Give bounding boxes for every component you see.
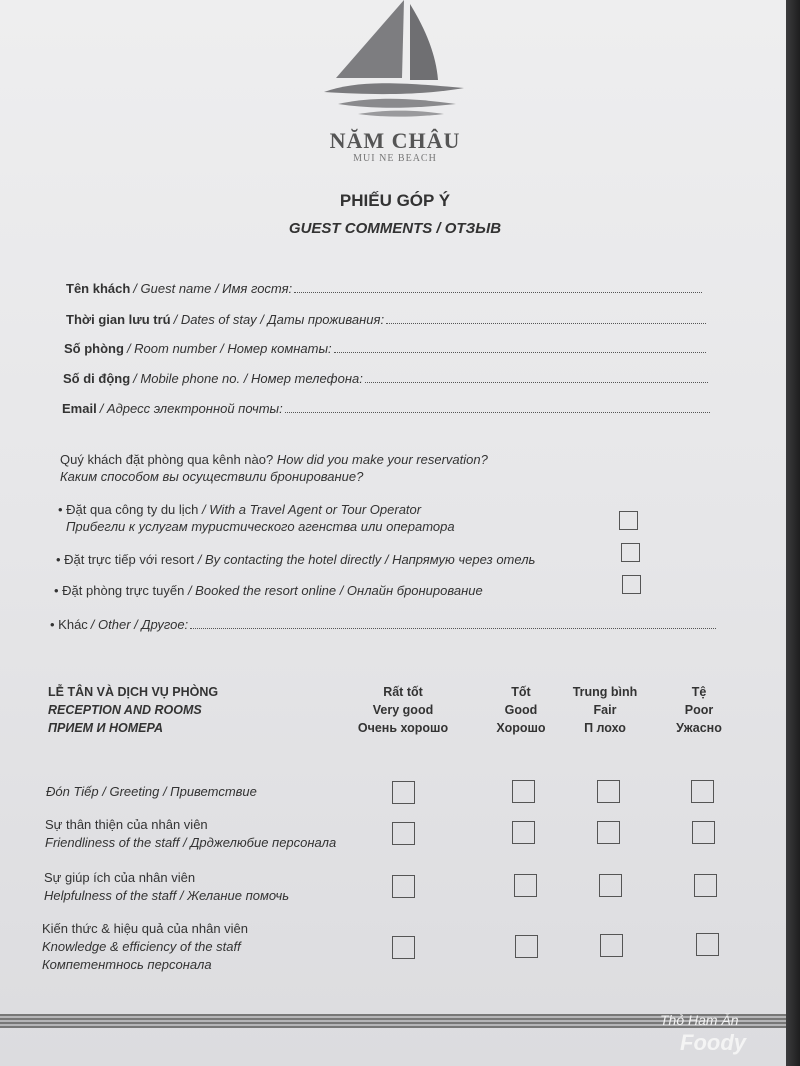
rating-label-vi: Rất tốt <box>383 685 423 699</box>
brand-subtitle: MUI NE BEACH <box>353 153 437 164</box>
field-label-vi: Thời gian lưu trú <box>66 312 171 327</box>
dates-input-line[interactable] <box>386 313 706 324</box>
option-travel-agent <box>58 502 421 517</box>
guest-name-input-line[interactable] <box>294 282 702 293</box>
knowledge-good-checkbox[interactable] <box>515 935 538 958</box>
option-label-vi: • Đặt trực tiếp với resort <box>56 552 195 567</box>
section-title-ru: ПРИЕМ И НОМЕРА <box>48 721 164 735</box>
other-input-line[interactable] <box>190 618 716 629</box>
rating-label-en: Poor <box>684 703 714 717</box>
option-label: / With a Travel Agent or Tour Operator <box>202 502 422 517</box>
option-other[interactable] <box>50 617 716 632</box>
online-booking-checkbox[interactable] <box>622 575 641 594</box>
helpfulness-good-checkbox[interactable] <box>514 874 537 897</box>
form-title: PHIẾU GÓP Ý <box>339 191 451 210</box>
rating-label-en: Very good <box>372 703 434 717</box>
section-title <box>48 683 218 737</box>
rating-label-en: Good <box>504 703 538 717</box>
greeting-very-good-checkbox[interactable] <box>392 781 415 804</box>
friendliness-poor-checkbox[interactable] <box>692 821 715 844</box>
mobile-input-line[interactable] <box>365 372 708 383</box>
knowledge-very-good-checkbox[interactable] <box>392 936 415 959</box>
friendliness-fair-checkbox[interactable] <box>597 821 620 844</box>
table-background <box>786 0 800 1066</box>
criterion-label-ru: Компетентнось персонала <box>42 957 212 972</box>
reservation-question-ru <box>60 469 363 484</box>
criterion-label-en: Knowledge & efficiency of the staff <box>42 939 241 954</box>
rating-label-vi: Tốt <box>511 685 531 699</box>
criterion-label-vi: Kiến thức & hiệu quả của nhân viên <box>42 921 249 936</box>
field-label: / Адресс электронной почты: <box>99 401 283 416</box>
field-label-vi: Email <box>62 401 97 416</box>
rating-label-vi: Trung bình <box>572 685 638 699</box>
dates-of-stay-field[interactable] <box>66 312 706 327</box>
field-label: / Dates of stay / Даты проживания: <box>173 312 385 327</box>
option-label: / Other / Другое: <box>90 617 189 632</box>
knowledge-poor-checkbox[interactable] <box>696 933 719 956</box>
mobile-phone-field[interactable] <box>63 371 708 386</box>
criterion-greeting <box>46 783 257 801</box>
section-title-vi: LỄ TÂN VÀ DỊCH VỤ PHÒNG <box>48 685 219 699</box>
criterion-label: Helpfulness of the staff / Желание помочь <box>44 888 290 903</box>
option-online <box>54 583 483 598</box>
helpfulness-poor-checkbox[interactable] <box>694 874 717 897</box>
question-en: How did you make your reservation? <box>276 452 488 467</box>
option-label-vi: • Khác <box>50 617 88 632</box>
helpfulness-fair-checkbox[interactable] <box>599 874 622 897</box>
field-label-vi: Tên khách <box>66 281 131 296</box>
brand-name: NĂM CHÂU <box>329 128 461 153</box>
field-label-vi: Số di động <box>63 371 131 386</box>
criterion-label-vi: Sự giúp ích của nhân viên <box>44 870 196 885</box>
field-label: / Guest name / Имя гостя: <box>133 281 293 296</box>
question-vi: Quý khách đặt phòng qua kênh nào? <box>60 452 274 467</box>
email-field[interactable] <box>62 401 710 416</box>
field-label-vi: Số phòng <box>64 341 124 356</box>
knowledge-fair-checkbox[interactable] <box>600 934 623 957</box>
criterion-label: Friendliness of the staff / Дрджелюбие персонала <box>45 835 337 850</box>
form-subtitle: GUEST COMMENTS / ОТЗЫВ <box>288 220 502 237</box>
greeting-poor-checkbox[interactable] <box>691 780 714 803</box>
option-label-vi: • Đặt phòng trực tuyến <box>54 583 185 598</box>
rating-header-poor <box>639 683 759 737</box>
email-input-line[interactable] <box>285 402 710 413</box>
rating-header-very-good <box>343 683 463 737</box>
travel-agent-checkbox[interactable] <box>619 511 638 530</box>
field-label: / Mobile phone no. / Номер телефона: <box>133 371 363 386</box>
direct-booking-checkbox[interactable] <box>621 543 640 562</box>
room-number-input-line[interactable] <box>334 342 706 353</box>
criterion-label-vi: Sự thân thiện của nhân viên <box>45 817 208 832</box>
reservation-question <box>60 452 488 467</box>
rating-label-ru: Хорошо <box>496 721 546 735</box>
option-label-vi: • Đặt qua công ty du lịch <box>58 502 199 517</box>
greeting-good-checkbox[interactable] <box>512 780 535 803</box>
room-number-field[interactable] <box>64 341 706 356</box>
criterion-knowledge <box>42 920 248 974</box>
rating-label-ru: Ужасно <box>676 721 722 735</box>
option-label-ru: Прибегли к услугам туристического агенства или оператора <box>66 519 455 534</box>
option-direct <box>56 552 535 567</box>
rating-label-vi: Tệ <box>691 685 707 699</box>
criterion-friendliness <box>45 816 336 852</box>
rating-label-en: Fair <box>593 703 617 717</box>
criterion-label: Đón Tiếp / Greeting / Приветствие <box>46 784 257 799</box>
friendliness-good-checkbox[interactable] <box>512 821 535 844</box>
friendliness-very-good-checkbox[interactable] <box>392 822 415 845</box>
foody-watermark-logo: Foody <box>680 1030 746 1055</box>
guest-name-field[interactable] <box>66 281 702 296</box>
rating-label-ru: Очень хорошо <box>357 721 449 735</box>
criterion-helpfulness <box>44 869 289 905</box>
section-title-en: RECEPTION AND ROOMS <box>48 703 202 717</box>
option-label: / By contacting the hotel directly / Напрямую через отель <box>197 552 536 567</box>
helpfulness-very-good-checkbox[interactable] <box>392 875 415 898</box>
question-ru: Каким способом вы осуществили бронирование? <box>60 469 364 484</box>
watermark-user: Thỏ Ham Ăn <box>660 1012 739 1028</box>
sailboat-logo-icon <box>318 0 468 120</box>
option-label: / Booked the resort online / Онлайн бронирование <box>187 583 483 598</box>
option-travel-agent-ru <box>66 519 455 534</box>
rating-label-ru: П лохо <box>584 721 626 735</box>
greeting-fair-checkbox[interactable] <box>597 780 620 803</box>
field-label: / Room number / Номер комнаты: <box>126 341 332 356</box>
